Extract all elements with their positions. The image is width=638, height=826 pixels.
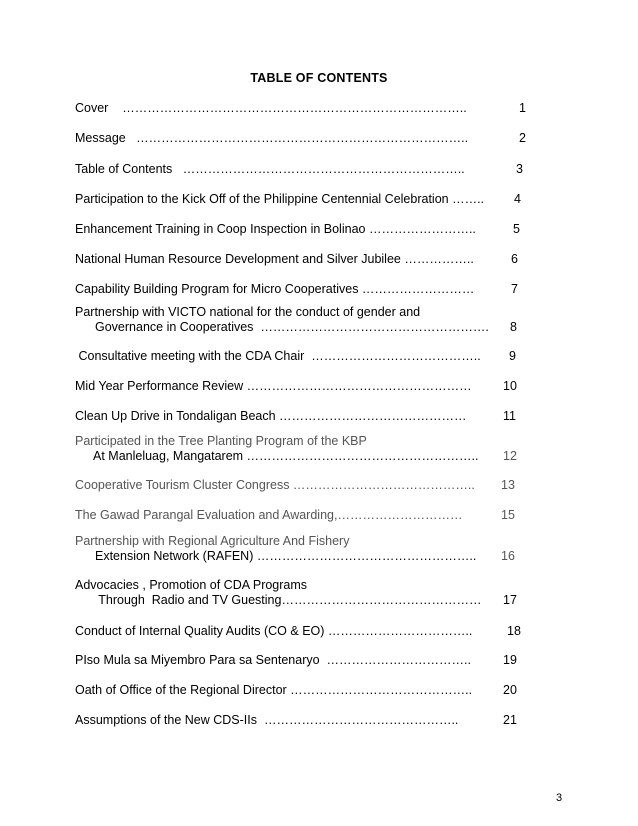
toc-entry <box>0 282 638 298</box>
toc-entry-title: Table of Contents ………………………………………………………….. <box>75 162 465 176</box>
toc-entry <box>0 508 638 524</box>
toc-entry <box>0 624 638 640</box>
toc-page-number: 16 <box>501 549 515 563</box>
toc-entry-title: Participated in the Tree Planting Program of the KBP <box>75 434 367 448</box>
toc-entry <box>0 162 638 178</box>
toc-page-number: 8 <box>510 320 517 334</box>
toc-entry <box>0 409 638 425</box>
toc-entry <box>0 534 638 568</box>
toc-page-number: 9 <box>509 349 516 363</box>
toc-entry-title: Consultative meeting with the CDA Chair ………………………………….. <box>75 349 481 363</box>
toc-entry-title: Assumptions of the New CDS-IIs ……………………………………….. <box>75 713 459 727</box>
toc-page-number: 18 <box>507 624 521 638</box>
toc-entry <box>0 349 638 365</box>
toc-entry <box>0 192 638 208</box>
toc-entry <box>0 478 638 494</box>
toc-page-number: 15 <box>501 508 515 522</box>
toc-page-number: 17 <box>503 593 517 607</box>
toc-entry-title: Oath of Office of the Regional Director …………………………………….. <box>75 683 473 697</box>
toc-entry-title: Conduct of Internal Quality Audits (CO & EO) …………………………….. <box>75 624 473 638</box>
toc-entry-title-continued: Through Radio and TV Guesting………………………………………… <box>95 593 482 607</box>
toc-entry-title: The Gawad Parangal Evaluation and Awarding,………………………… <box>75 508 463 522</box>
toc-entry-title: Message …………………………………………………………………….. <box>75 131 469 145</box>
toc-entry-title: Partnership with Regional Agriculture And Fishery <box>75 534 350 548</box>
toc-entry-title: Advocacies , Promotion of CDA Programs <box>75 578 308 592</box>
footer-page-number: 3 <box>556 792 563 804</box>
toc-entry <box>0 713 638 729</box>
toc-entry-title-continued: Governance in Cooperatives ………………………………………………. <box>95 320 489 334</box>
toc-page-number: 2 <box>519 131 526 145</box>
toc-page-number: 6 <box>511 252 518 266</box>
toc-page-number: 20 <box>503 683 517 697</box>
toc-page-number: 3 <box>516 162 523 176</box>
toc-page-number: 5 <box>513 222 520 236</box>
toc-entry <box>0 578 638 612</box>
toc-entry <box>0 379 638 395</box>
toc-page-number: 21 <box>503 713 517 727</box>
toc-entry <box>0 305 638 339</box>
toc-entry-title-continued: Extension Network (RAFEN) …………………………………………….. <box>95 549 477 563</box>
toc-page-number: 7 <box>511 282 518 296</box>
toc-entry-title: Cover ……………………………………………………………………….. <box>75 101 467 115</box>
toc-entry-title: National Human Resource Development and Silver Jubilee …………….. <box>75 252 474 266</box>
toc-entry-title: PIso Mula sa Miyembro Para sa Sentenaryo …………………………….. <box>75 653 471 667</box>
toc-entry <box>0 653 638 669</box>
toc-entry-title-continued: At Manleluag, Mangatarem ……………………………………………….. <box>93 449 479 463</box>
toc-entry-title: Mid Year Performance Review ……………………………………………… <box>75 379 472 393</box>
toc-entry-title: Participation to the Kick Off of the Philippine Centennial Celebration …….. <box>75 192 485 206</box>
toc-entry <box>0 434 638 468</box>
toc-entry <box>0 131 638 147</box>
toc-entry <box>0 222 638 238</box>
toc-page-number: 19 <box>503 653 517 667</box>
toc-entry <box>0 683 638 699</box>
toc-page-number: 12 <box>503 449 517 463</box>
toc-entry <box>0 252 638 268</box>
toc-entry-title: Enhancement Training in Coop Inspection in Bolinao …………………….. <box>75 222 476 236</box>
toc-entry-title: Capability Building Program for Micro Cooperatives ……………………… <box>75 282 475 296</box>
toc-page-number: 11 <box>503 409 516 423</box>
toc-entry-title: Cooperative Tourism Cluster Congress …………………………………….. <box>75 478 475 492</box>
toc-page-number: 10 <box>503 379 517 393</box>
toc-entry-title: Clean Up Drive in Tondaligan Beach ……………………………………… <box>75 409 467 423</box>
toc-entry-title: Partnership with VICTO national for the conduct of gender and <box>75 305 421 319</box>
toc-page-number: 1 <box>519 101 526 115</box>
toc-page-number: 13 <box>501 478 515 492</box>
toc-entry <box>0 101 638 117</box>
toc-page-number: 4 <box>514 192 521 206</box>
page-title: TABLE OF CONTENTS <box>250 71 388 85</box>
